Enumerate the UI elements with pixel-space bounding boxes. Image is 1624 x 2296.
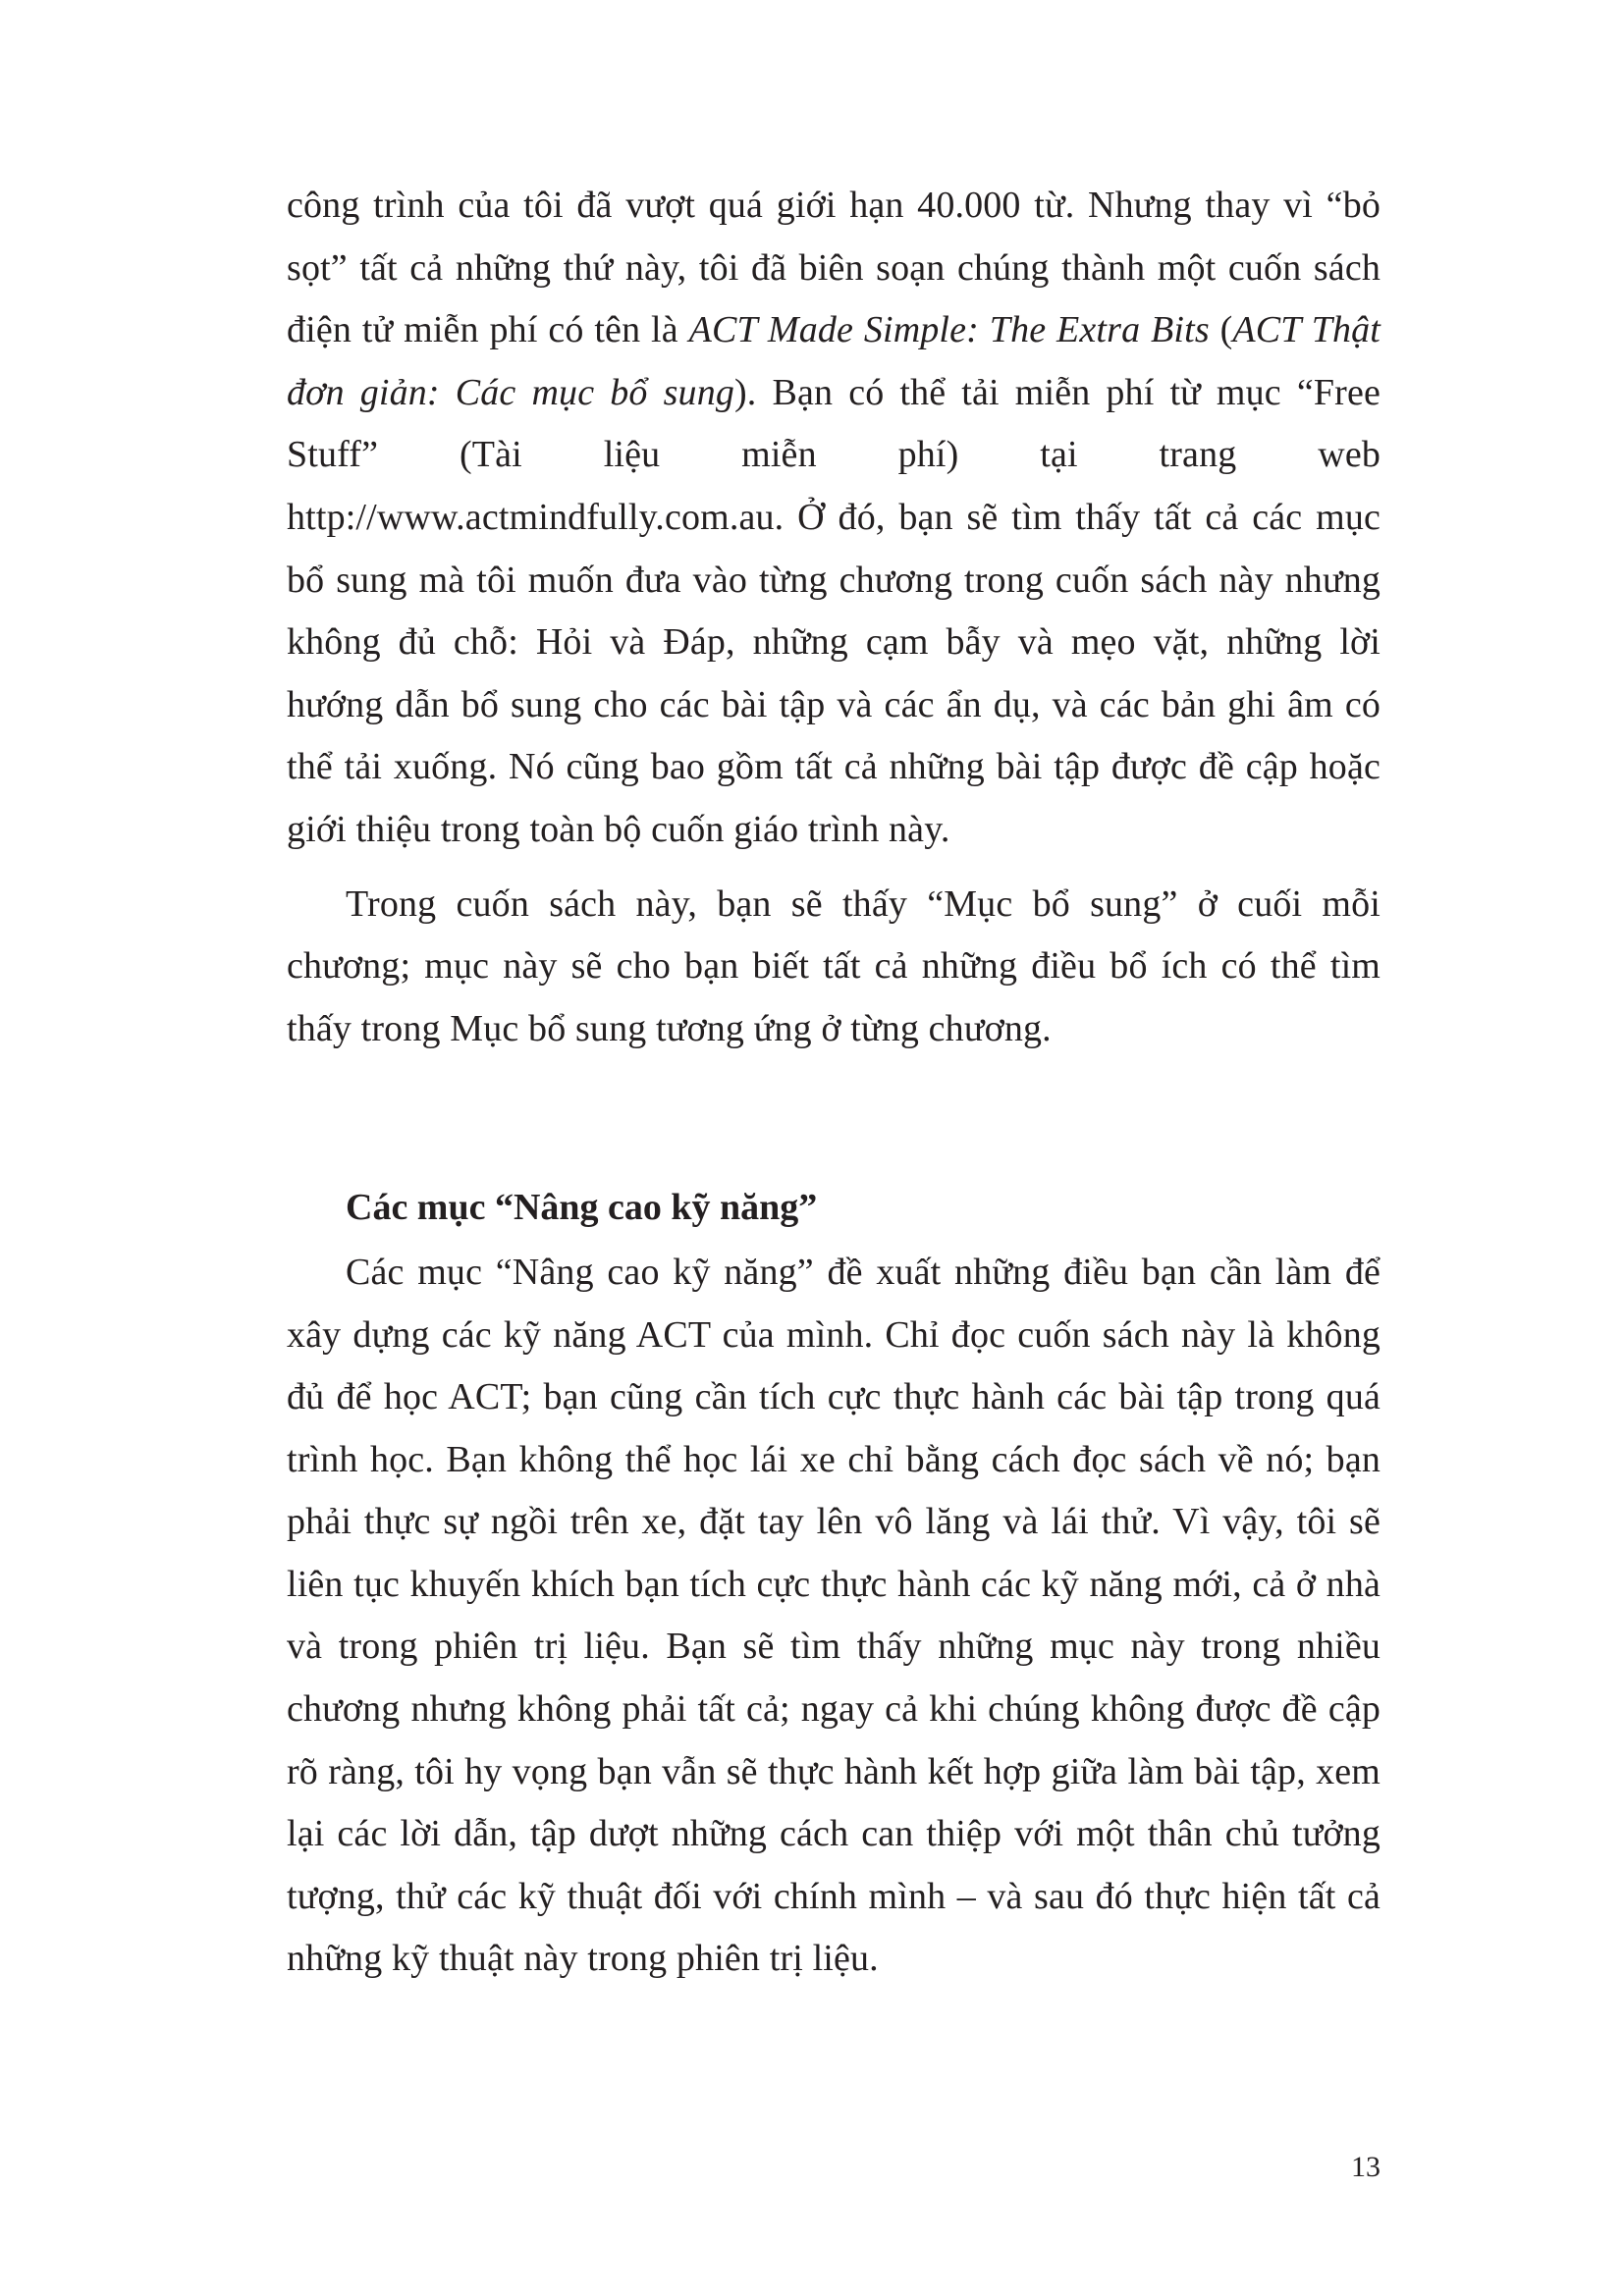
page-number: 13 [1351, 2151, 1380, 2183]
text-column [287, 175, 1380, 1991]
paragraph-1-text-b: ( [1209, 309, 1233, 351]
paragraph-skill-building: Các mục “Nâng cao kỹ năng” đề xuất những điều bạn cần làm để xây dựng các kỹ năng ACT của mình. Chỉ đọc cuốn sách này là không đủ để học ACT; bạn cũng cần tích cực thực hành các bài tập trong quá trình học. Bạn không thể học lái xe chỉ bằng cách đọc sách về nó; bạn phải thực sự ngồi trên xe, đặt tay lên vô lăng và lái thử. Vì vậy, tôi sẽ liên tục khuyến khích bạn tích cực thực hành các kỹ năng mới, cả ở nhà và trong phiên trị liệu. Bạn sẽ tìm thấy những mục này trong nhiều chương nhưng không phải tất cả; ngay cả khi chúng không được đề cập rõ ràng, tôi hy vọng bạn vẫn sẽ thực hành kết hợp giữa làm bài tập, xem lại các lời dẫn, tập dượt những cách can thiệp với một thân chủ tưởng tượng, thử các kỹ thuật đối với chính mình – và sau đó thực hiện tất cả những kỹ thuật này trong phiên trị liệu. [287, 1251, 1380, 1980]
paragraph-extra-bits-note: Trong cuốn sách này, bạn sẽ thấy “Mục bổ sung” ở cuối mỗi chương; mục này sẽ cho bạn biết tất cả những điều bổ ích có thể tìm thấy trong Mục bổ sung tương ứng ở từng chương. [287, 882, 1380, 1049]
paragraph-1-text-c: ). Bạn có thể tải miễn phí từ mục “Free Stuff” (Tài liệu miễn phí) tại trang web http://www.actmindfully.com.au. Ở đó, bạn sẽ tìm thấy tất cả các mục bổ sung mà tôi muốn đưa vào từng chương trong cuốn sách này nhưng không đủ chỗ: Hỏi và Đáp, những cạm bẫy và mẹo vặt, những lời hướng dẫn bổ sung cho các bài tập và các ẩn dụ, và các bản ghi âm có thể tải xuống. Nó cũng bao gồm tất cả những bài tập được đề cập hoặc giới thiệu trong toàn bộ cuốn giáo trình này. [287, 371, 1380, 850]
book-title-vietnamese: ACT Thật đơn giản: Các mục bổ sung [287, 309, 1380, 413]
paragraph-continued [287, 175, 1380, 862]
book-title-english: ACT Made Simple: The Extra Bits [688, 309, 1210, 351]
section-heading: Các mục “Nâng cao kỹ năng” [346, 1187, 818, 1229]
paragraph-1-text-a: công trình của tôi đã vượt quá giới hạn 40.000 từ. Nhưng thay vì “bỏ sọt” tất cả những thứ này, tôi đã biên soạn chúng thành một cuốn sách điện tử miễn phí có tên là [287, 185, 1380, 351]
